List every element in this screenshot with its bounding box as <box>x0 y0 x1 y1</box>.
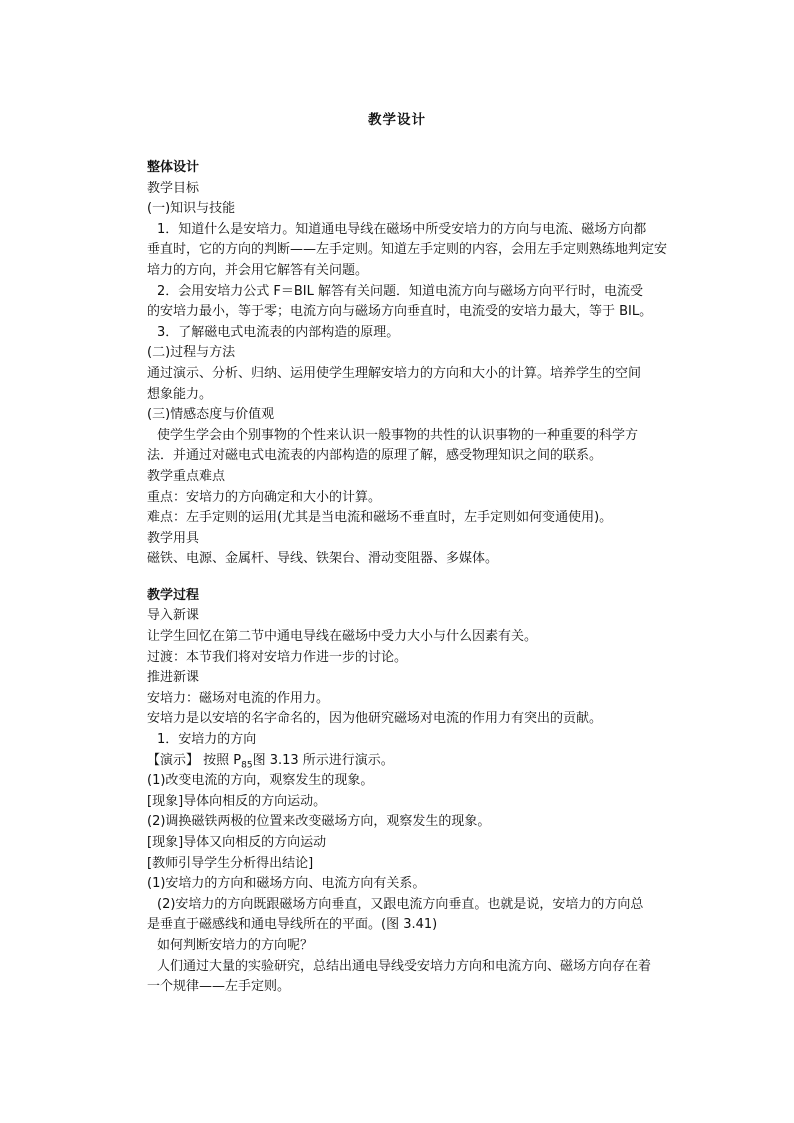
subheading-new-lesson: 推进新课 <box>147 670 200 686</box>
paragraph-line: (1)改变电流的方向，观察发生的现象。 <box>147 773 374 789</box>
paragraph-line: (2)调换磁铁两极的位置来改变磁场方向，观察发生的现象。 <box>147 814 491 830</box>
page-subscript: 85 <box>241 760 253 771</box>
paragraph-line: 法．并通过对磁电式电流表的内部构造的原理了解，感受物理知识之间的联系。 <box>147 448 603 464</box>
section-heading-overall-design: 整体设计 <box>147 160 200 175</box>
subheading-knowledge-skills: (一)知识与技能 <box>147 201 236 217</box>
section-gap <box>147 570 677 586</box>
demo-text-end: 图 3.13 所示进行演示。 <box>252 752 394 768</box>
paragraph-line: 使学生学会由个别事物的个性来认识一般事物的共性的认识事物的一种重要的科学方 <box>157 427 639 443</box>
paragraph-line: 1．安培力的方向 <box>157 732 257 748</box>
demo-line <box>147 751 677 772</box>
paragraph-line: 的安培力最小，等于零；电流方向与磁场方向垂直时，电流受的安培力最大，等于 BIL。 <box>147 304 653 320</box>
paragraph-line: 想象能力。 <box>147 386 213 402</box>
subheading-attitude-values: (三)情感态度与价值观 <box>147 407 275 423</box>
paragraph-line: 一个规律——左手定则。 <box>147 979 291 995</box>
paragraph-line: 磁铁、电源、金属杆、导线、铁架台、滑动变阻器、多媒体。 <box>147 551 499 567</box>
paragraph-line: 2．会用安培力公式 F＝BIL 解答有关问题．知道电流方向与磁场方向平行时，电流受 <box>157 283 644 299</box>
paragraph-line: 安培力是以安培的名字命名的，因为他研究磁场对电流的作用力有突出的贡献。 <box>147 711 603 727</box>
paragraph-line: (1)安培力的方向和磁场方向、电流方向有关系。 <box>147 876 426 892</box>
paragraph-line: [教师引导学生分析得出结论] <box>147 855 314 871</box>
subheading-key-difficult-points: 教学重点难点 <box>147 468 226 484</box>
paragraph-line: 垂直时，它的方向的判断——左手定则。知道左手定则的内容，会用左手定则熟练地判定安 <box>147 242 668 258</box>
paragraph-line: 安培力：磁场对电流的作用力。 <box>147 690 330 706</box>
demo-text-start: 【演示】 按照 P <box>147 752 242 768</box>
paragraph-line: [现象]导体又向相反的方向运动 <box>147 835 327 850</box>
paragraph-line: 通过演示、分析、归纳、运用使学生理解安培力的方向和大小的计算。培养学生的空间 <box>147 365 642 381</box>
paragraph-line: 3．了解磁电式电流表的内部构造的原理。 <box>157 324 400 340</box>
paragraph-line: (2)安培力的方向既跟磁场方向垂直，又跟电流方向垂直。也就是说，安培力的方向总 <box>157 896 644 912</box>
paragraph-line: 1．知道什么是安培力。知道通电导线在磁场中所受安培力的方向与电流、磁场方向都 <box>157 221 647 237</box>
paragraph-line: 过渡：本节我们将对安培力作进一步的讨论。 <box>147 649 408 665</box>
section-heading-teaching-process: 教学过程 <box>147 587 200 603</box>
document-title: 教学设计 <box>368 112 426 128</box>
paragraph-line: 重点：安培力的方向确定和大小的计算。 <box>147 489 382 505</box>
subheading-introduction: 导入新课 <box>147 608 200 624</box>
paragraph-line: 是垂直于磁感线和通电导线所在的平面。(图 3.41) <box>147 917 438 933</box>
paragraph-line: 如何判断安培力的方向呢？ <box>157 937 314 953</box>
paragraph-line: 人们通过大量的实验研究，总结出通电导线受安培力方向和电流方向、磁场方向存在着 <box>157 958 652 974</box>
document-body <box>147 158 677 998</box>
paragraph-line: 难点：左手定则的运用(尤其是当电流和磁场不垂直时，左手定则如何变通使用)。 <box>147 510 613 526</box>
paragraph-line: 培力的方向，并会用它解答有关问题。 <box>147 262 369 278</box>
subheading-teaching-tools: 教学用具 <box>147 530 200 546</box>
subheading-teaching-goals: 教学目标 <box>147 180 200 196</box>
paragraph-line: 让学生回忆在第二节中通电导线在磁场中受力大小与什么因素有关。 <box>147 629 538 645</box>
paragraph-line: [现象]导体向相反的方向运动。 <box>147 793 327 809</box>
subheading-process-method: (二)过程与方法 <box>147 345 236 361</box>
